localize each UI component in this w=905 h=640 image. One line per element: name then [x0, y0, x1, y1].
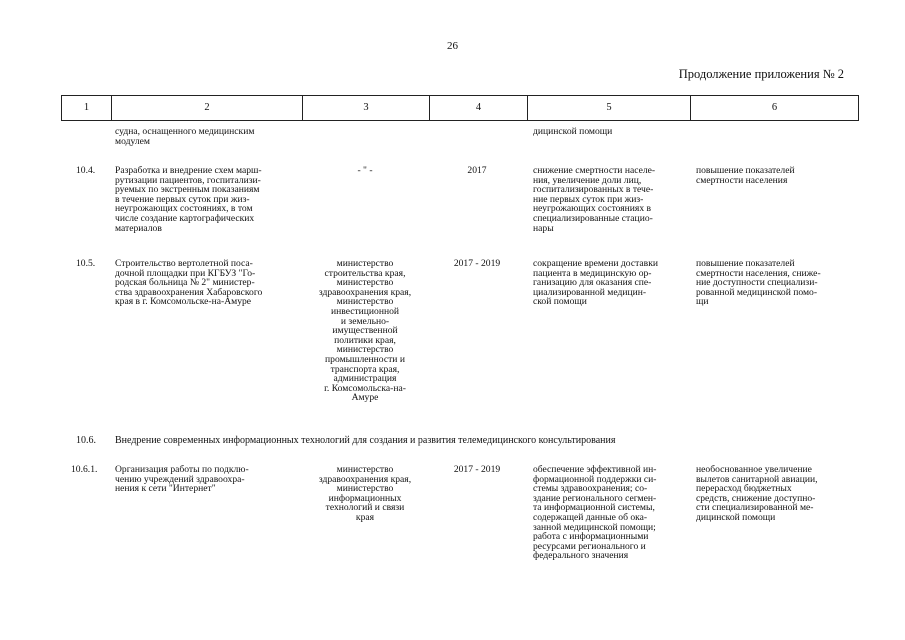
- row-10-6-1-result: обеспечение эффективной ин- формационной поддержки си- стемы здравоохранения; со- здание регионального сегмен- та информационной системы, содержащей данные об ока- занной медицинской помощи; работа с информационными ресурсами регионального и федерального значения: [533, 464, 657, 562]
- row-10-5-measure: Строительство вертолетной поса- дочной площадки при КГБУЗ "Го- родская больница № 2" министер- ства здравоохранения Хабаровского края в г. Комсомольске-на-Амуре: [115, 258, 263, 308]
- row-10-4-term: 2017: [467, 165, 487, 176]
- cont-row-col2: судна, оснащенного медицинским модулем: [115, 126, 255, 147]
- row-10-4-result: снижение смертности населе- ния, увеличение доли лиц, госпитализированных в тече- ние первых суток при жиз- неугрожающих состояниях в специализированные стацио- нары: [533, 165, 656, 234]
- row-10-6-1-term: 2017 - 2019: [453, 464, 501, 475]
- table-header: [61, 95, 859, 121]
- row-10-6-1-number: 10.6.1.: [71, 464, 98, 475]
- row-10-4-measure: Разработка и внедрение схем марш- рутизации пациентов, госпитализи- руемых по экстренным показаниям в течение первых суток при жиз- неугрожающих состояниях, в том числе создание картографических материалов: [115, 165, 262, 234]
- header-col-1: 1: [83, 102, 90, 113]
- section-10-6-title: Внедрение современных информационных технологий для создания и развития телемедицинского консультирования: [115, 435, 616, 446]
- row-10-5-number: 10.5.: [76, 258, 96, 269]
- section-10-6-number: 10.6.: [76, 435, 96, 446]
- header-col-6: 6: [771, 102, 778, 113]
- row-10-4-number: 10.4.: [76, 165, 96, 176]
- row-10-4-consequence: повышение показателей смертности населения: [696, 165, 795, 186]
- row-10-5-executor: министерство строительства края, министерство здравоохранения края, министерство инвестиционной и земельно- имущественной политики края, министерство промышленности и транспорта края, администрация г. Комсомольска-на- Амуре: [318, 258, 412, 404]
- cont-row-col5: дицинской помощи: [533, 126, 613, 137]
- header-col-4: 4: [475, 102, 482, 113]
- row-10-5-term: 2017 - 2019: [453, 258, 501, 269]
- row-10-5-result: сокращение времени доставки пациента в медицинскую ор- ганизацию для оказания спе- циализированной медицин- ской помощи: [533, 258, 658, 308]
- header-col-3: 3: [363, 102, 369, 113]
- header-col-5: 5: [606, 102, 612, 113]
- row-10-4-executor: - " -: [357, 165, 373, 176]
- row-10-6-1-consequence: необоснованное увеличение вылетов санитарной авиации, перерасход бюджетных средств, снижение доступно- сти специализированной ме- дицинской помощи: [696, 464, 818, 523]
- continuation-caption: Продолжение приложения № 2: [678, 67, 844, 81]
- page-number: 26: [447, 40, 458, 52]
- row-10-6-1-measure: Организация работы по подклю- чению учреждений здравоохра- нения к сети "Интернет": [115, 464, 249, 495]
- row-10-5-consequence: повышение показателей смертности населения, сниже- ние доступности специализи- рованной медицинской помо- щи: [696, 258, 821, 308]
- row-10-6-1-executor: министерство здравоохранения края, министерство информационных технологий и связи края: [318, 464, 412, 523]
- header-col-2: 2: [204, 102, 210, 113]
